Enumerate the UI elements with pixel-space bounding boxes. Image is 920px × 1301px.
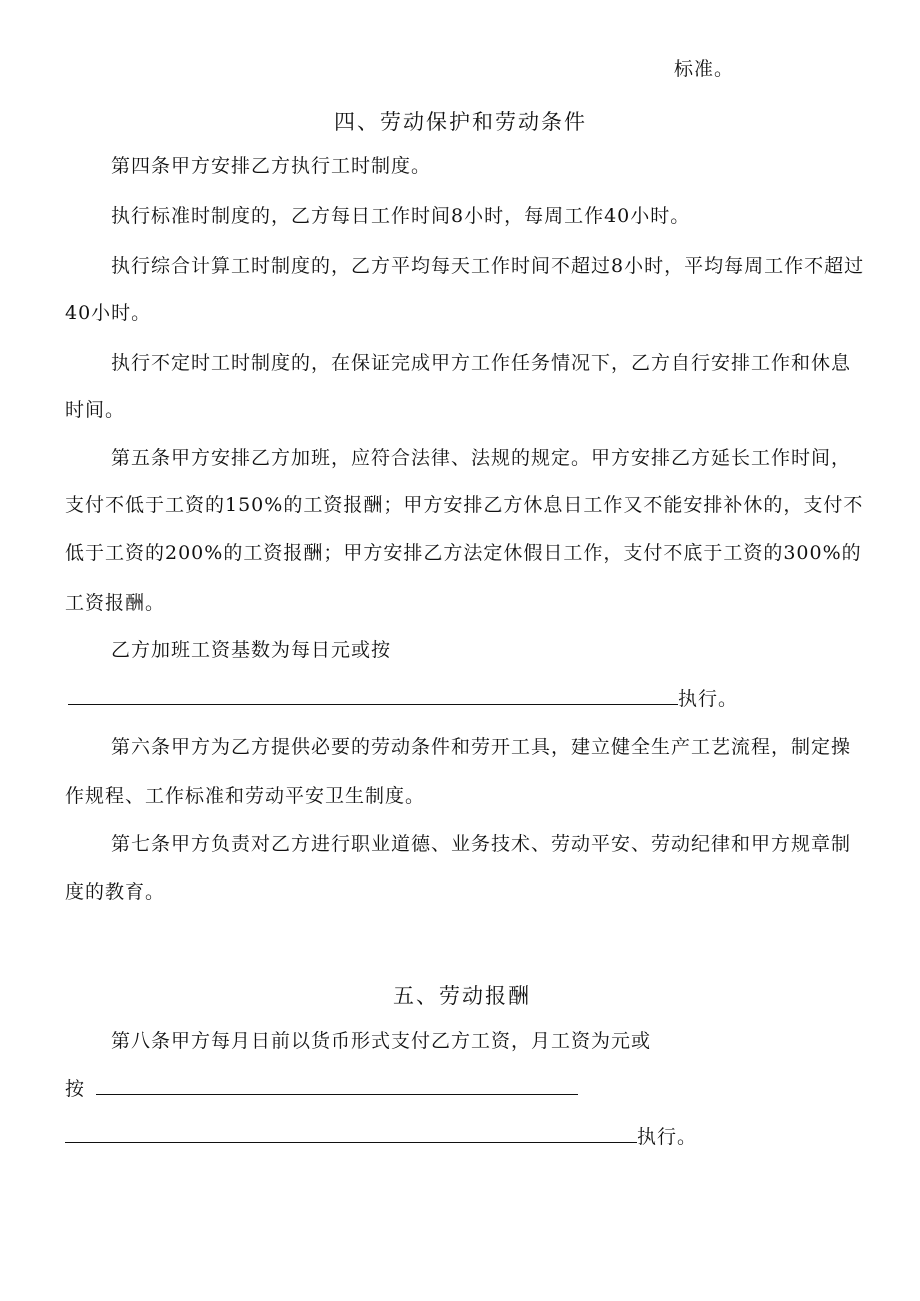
overtime-fill-line: [68, 686, 738, 712]
fragment-text: 标准。: [674, 58, 735, 80]
comprehensive-hours-text-line1: 执行综合计算工时制度的，乙方平均每天工作时间不超过8小时，平均每周工作不超过: [111, 255, 865, 277]
standard-hours-text: 执行标准时制度的，乙方每日工作时间8小时，每周工作40小时。: [111, 205, 691, 227]
section-5-heading: 五、劳动报酬: [393, 984, 531, 1008]
article-7-text-line1: 第七条甲方负责对乙方进行职业道德、业务技术、劳动平安、劳动纪律和甲方规章制: [111, 833, 852, 855]
article-8-text-line1: 第八条甲方每月日前以货币形式支付乙方工资，月工资为元或: [111, 1030, 652, 1052]
article-5-text-line1: 第五条甲方安排乙方加班，应符合法律、法规的规定。甲方安排乙方延长工作时间，: [111, 447, 852, 469]
flexible-hours-text-line1: 执行不定时工时制度的，在保证完成甲方工作任务情况下，乙方自行安排工作和休息: [111, 352, 852, 374]
article-5-text-line2: 支付不低于工资的150%的工资报酬；甲方安排乙方休息日工作又不能安排补休的，支付不: [65, 494, 864, 516]
article-8-blank-2[interactable]: [65, 1124, 637, 1143]
overtime-base-text: 乙方加班工资基数为每日元或按: [111, 639, 392, 661]
overtime-blank[interactable]: [68, 686, 678, 705]
article-5-text-line4: 工资报酬。: [65, 592, 166, 614]
section-4-heading: 四、劳动保护和劳动条件: [334, 110, 587, 134]
comprehensive-hours-text-line2: 40小时。: [65, 302, 152, 324]
article-4-text: 第四条甲方安排乙方执行工时制度。: [111, 155, 432, 177]
article-5-text-line3: 低于工资的200%的工资报酬；甲方安排乙方法定休假日工作，支付不底于工资的300%的: [65, 542, 862, 564]
flexible-hours-text-line2: 时间。: [65, 399, 126, 421]
article-8-suffix: 执行。: [637, 1126, 698, 1148]
article-8-prefix: 按: [65, 1078, 86, 1100]
article-8-fill-line1: [65, 1076, 578, 1102]
article-8-fill-line2: [65, 1124, 697, 1150]
article-6-text-line1: 第六条甲方为乙方提供必要的劳动条件和劳开工具，建立健全生产工艺流程，制定操: [111, 736, 852, 758]
article-6-text-line2: 作规程、工作标准和劳动平安卫生制度。: [65, 785, 426, 807]
overtime-suffix: 执行。: [678, 688, 739, 710]
article-7-text-line2: 度的教育。: [65, 881, 166, 903]
article-8-blank-1[interactable]: [96, 1076, 578, 1095]
